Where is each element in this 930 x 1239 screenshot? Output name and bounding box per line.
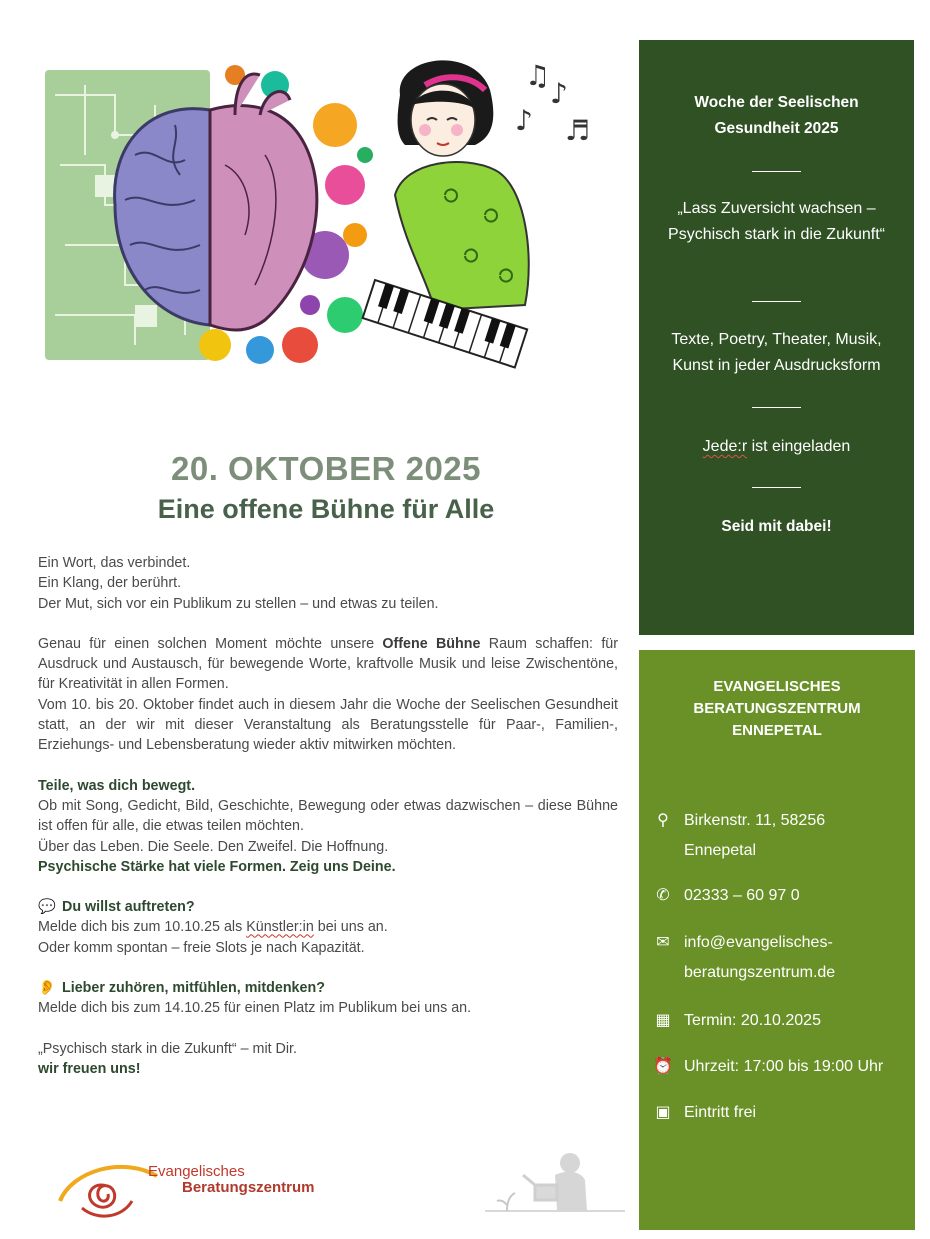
- contact-info-box: [639, 650, 915, 1230]
- intro-line-3: Der Mut, sich vor ein Publikum zu stellen – und etwas zu teilen.: [38, 595, 439, 612]
- svg-text:♪: ♪: [550, 77, 568, 110]
- logo-swirl-icon: [52, 1146, 162, 1226]
- event-time: Uhrzeit: 17:00 bis 19:00 Uhr: [684, 1058, 884, 1075]
- divider: [752, 171, 801, 172]
- intro-line-1: Ein Wort, das verbindet.: [38, 555, 191, 571]
- entry-fee: Eintritt frei: [684, 1104, 757, 1121]
- summary-motto: „Lass Zuversicht wachsen – Psychisch stark in die Zukunft“: [668, 200, 885, 243]
- svg-text:♪: ♪: [515, 104, 533, 137]
- email-line-2: beratungszentrum.de: [684, 964, 836, 981]
- email-line-1: info@evangelisches-: [684, 934, 833, 951]
- event-date: Termin: 20.10.2025: [684, 1012, 821, 1029]
- address-line-1: Birkenstr. 11, 58256: [684, 812, 826, 829]
- phone-icon: ✆: [656, 887, 670, 904]
- share-heading: Teile, was dich bewegt.: [38, 777, 196, 794]
- girl-at-piano-graphic: [363, 60, 529, 367]
- music-notes-graphic: [515, 59, 590, 147]
- alarm-clock-icon: ⏰: [653, 1058, 673, 1075]
- listen-heading: 👂 Lieber zuhören, mitfühlen, mitdenken?: [38, 978, 618, 998]
- share-text: Ob mit Song, Gedicht, Bild, Geschichte, Bewegung oder etwas dazwischen – diese Bühne ist offen für alle, die etwas teilen möchten.: [38, 797, 618, 835]
- summary-forms: Texte, Poetry, Theater, Musik, Kunst in jeder Ausdrucksform: [671, 331, 882, 374]
- summary-cta: Seid mit dabei!: [721, 518, 832, 535]
- perform-line-2: Oder komm spontan – freie Slots je nach Kapazität.: [38, 939, 365, 956]
- summary-invite: Jede:r ist eingeladen: [702, 438, 851, 455]
- perform-line-1: Melde dich bis zum 10.10.25 als Künstler:in bei uns an.: [38, 919, 388, 936]
- organization-logo: [52, 1146, 332, 1226]
- envelope-icon: ✉: [656, 934, 670, 951]
- divider: [752, 301, 801, 302]
- watering-plant-watermark: [485, 1145, 625, 1215]
- ear-icon: 👂: [38, 980, 56, 997]
- event-summary-box: [639, 40, 914, 635]
- closing-line: „Psychisch stark in die Zukunft“ – mit Dir.: [38, 1040, 298, 1057]
- divider: [752, 487, 801, 488]
- logo-line-1: Evangelisches: [148, 1163, 245, 1180]
- intro-line-2: Ein Klang, der berührt.: [38, 575, 182, 592]
- perform-heading: 💬 Du willst auftreten?: [38, 897, 618, 917]
- closing-bold: wir freuen uns!: [38, 1060, 141, 1077]
- listen-line: Melde dich bis zum 14.10.25 für einen Platz im Publikum bei uns an.: [38, 1000, 472, 1017]
- share-bold-line: Psychische Stärke hat viele Formen. Zeig uns Deine.: [38, 858, 396, 875]
- share-line-2: Über das Leben. Die Seele. Den Zweifel. Die Hoffnung.: [38, 838, 389, 855]
- summary-title: Woche der Seelischen Gesundheit 2025: [694, 94, 859, 137]
- header-illustration: [45, 45, 605, 385]
- location-pin-icon: ⚲: [657, 812, 669, 829]
- address-line-2: Ennepetal: [684, 842, 757, 859]
- event-date-heading: 20. OKTOBER 2025: [170, 450, 482, 487]
- calendar-icon: ▦: [655, 1012, 671, 1029]
- body-text: [38, 553, 618, 1079]
- organization-name: EVANGELISCHES BERATUNGSZENTRUM ENNEPETAL: [693, 678, 861, 739]
- paragraph-offene-buehne: Genau für einen solchen Moment möchte unsere Offene Bühne Raum schaffen: für Ausdruck und Austausch, für bewegende Worte, kraftvolle Musik und leise Zwischentöne, für Kreativität in allen Formen.: [38, 635, 618, 693]
- speech-bubble-icon: 💬: [38, 899, 56, 916]
- paragraph-woche: Vom 10. bis 20. Oktober findet auch in diesem Jahr die Woche der Seelischen Gesundheit statt, an der wir mit dieser Veranstaltung als Beratungsstelle für Paar-, Familien-, Erziehungs- und Lebensberatung wieder aktiv mitwirken möchten.: [38, 696, 618, 754]
- event-subtitle: Eine offene Bühne für Alle: [157, 494, 495, 524]
- svg-text:♫: ♫: [525, 59, 551, 92]
- logo-line-2: Beratungszentrum: [182, 1179, 315, 1196]
- heart-graphic: [210, 106, 317, 330]
- phone-number: 02333 – 60 97 0: [684, 887, 800, 904]
- divider: [752, 407, 801, 408]
- svg-text:♬: ♬: [565, 114, 591, 147]
- ticket-icon: ▣: [655, 1104, 671, 1121]
